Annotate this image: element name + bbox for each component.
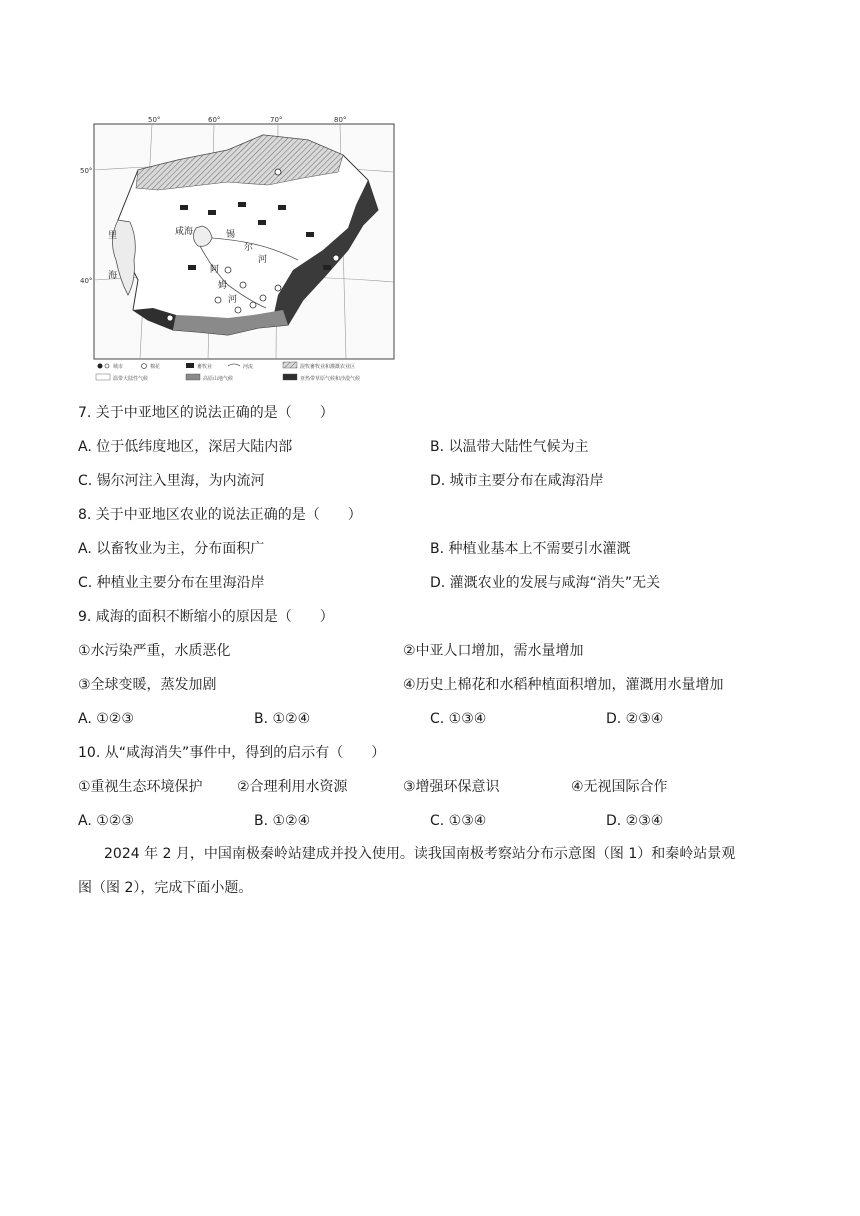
svg-text:河流: 河流 [243,364,254,370]
svg-text:棉花: 棉花 [150,364,161,370]
q9-option-d: D. ②③④ [606,711,664,727]
lon-60-label: 60° [208,116,221,124]
q7-stem: 7. 关于中亚地区的说法正确的是（ ） [78,405,334,421]
svg-text:畜牧业: 畜牧业 [197,364,213,370]
intro-line-2: 图（图 2），完成下面小题。 [78,880,253,896]
q10-statement-3: ③增强环保意识 [403,779,500,795]
q10-statement-1: ①重视生态环境保护 [78,779,203,795]
lon-70-label: 70° [270,116,283,124]
syr-label-1: 锡 [226,230,236,240]
q9-stem: 9. 咸海的面积不断缩小的原因是（ ） [78,609,334,625]
q7-option-c: C. 锡尔河注入里海，为内流河 [78,473,265,489]
q8-option-c: C. 种植业主要分布在里海沿岸 [78,575,265,591]
lat-40-label: 40° [80,277,93,285]
q10-statement-4: ④无视国际合作 [571,779,668,795]
syr-label-3: 河 [258,255,268,265]
q8-option-b: B. 种植业基本上不需要引水灌溉 [430,541,631,557]
q10-option-d: D. ②③④ [606,813,664,829]
amu-label-2: 姆 [218,281,228,291]
map-legend [96,362,360,382]
q10-option-c: C. ①③④ [430,813,487,829]
q9-option-a: A. ①②③ [78,711,134,727]
intro-paragraph [78,837,794,905]
caspian-label-2: 海 [108,271,118,281]
lat-50-label: 50° [80,167,93,175]
caspian-label-1: 里 [108,231,118,241]
q7-option-a: A. 位于低纬度地区，深居大陆内部 [78,439,293,455]
svg-text:城市: 城市 [113,364,124,370]
aral-label: 咸海 [175,227,194,237]
svg-text:混牧畜牧业和灌溉农业区: 混牧畜牧业和灌溉农业区 [300,364,356,370]
q8-option-a: A. 以畜牧业为主，分布面积广 [78,541,265,557]
q9-option-c: C. ①③④ [430,711,487,727]
lon-80-label: 80° [334,116,347,124]
q9-statement-1: ①水污染严重，水质恶化 [78,643,231,659]
syr-label-2: 尔 [244,243,254,253]
q9-statement-4: ④历史上棉花和水稻种植面积增加，灌溉用水量增加 [403,677,724,693]
q10-option-b: B. ①②④ [254,813,311,829]
q10-option-a: A. ①②③ [78,813,134,829]
central-asia-map [78,110,400,390]
q8-option-d: D. 灌溉农业的发展与咸海“消失”无关 [430,575,661,591]
q10-stem: 10. 从“咸海消失”事件中，得到的启示有（ ） [78,745,386,761]
q9-option-b: B. ①②④ [254,711,311,727]
q7-option-d: D. 城市主要分布在咸海沿岸 [430,473,604,489]
q10-statement-2: ②合理利用水资源 [237,779,348,795]
svg-text:高原山地气候: 高原山地气候 [203,376,234,382]
lon-50-label: 50° [148,116,161,124]
svg-text:亚热带草原气候和沙漠气候: 亚热带草原气候和沙漠气候 [300,376,361,382]
q9-statement-3: ③全球变暖，蒸发加剧 [78,677,217,693]
q7-option-b: B. 以温带大陆性气候为主 [430,439,589,455]
intro-line-1: 2024 年 2 月，中国南极秦岭站建成并投入使用。读我国南极考察站分布示意图（图 1）和秦岭站景观 [104,846,736,862]
amu-label-1: 阿 [210,265,220,275]
q9-statement-2: ②中亚人口增加，需水量增加 [403,643,584,659]
amu-label-3: 河 [228,295,238,305]
q8-stem: 8. 关于中亚地区农业的说法正确的是（ ） [78,507,362,523]
svg-text:温带大陆性气候: 温带大陆性气候 [113,376,149,382]
